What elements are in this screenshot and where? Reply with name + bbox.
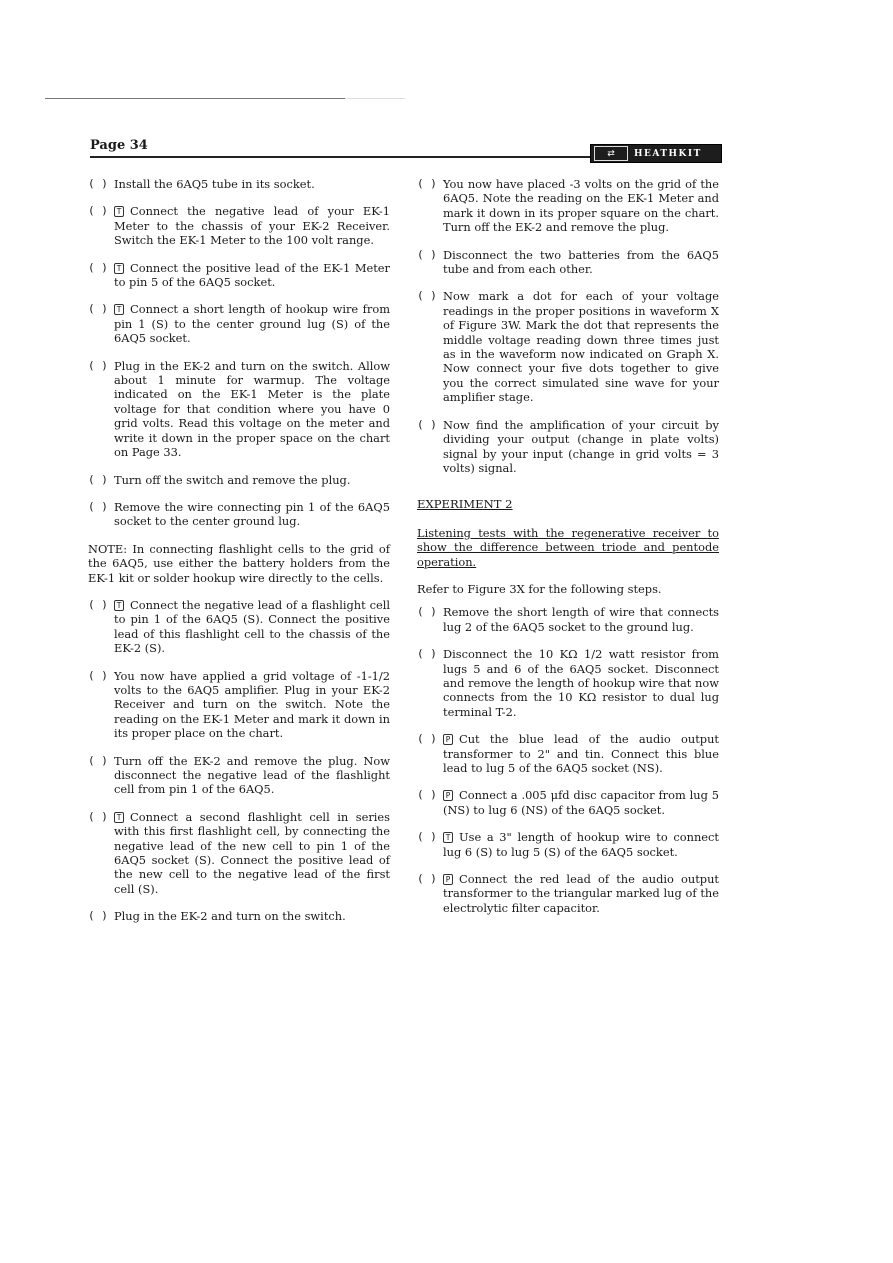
checkbox-mark[interactable]: ( ) [417, 830, 437, 844]
step-body [114, 473, 390, 487]
left-steps-list-2 [88, 598, 390, 924]
checkbox-mark[interactable]: ( ) [417, 247, 437, 261]
step-body [114, 177, 390, 191]
step-text: Install the 6AQ5 tube in its socket. [114, 177, 315, 191]
step-body [443, 830, 719, 859]
step-text: You now have placed -3 volts on the grid of the 6AQ5. Note the reading on the EK-1 Meter and mark it down in its proper square on the chart. Turn off the EK-2 and remove the plug. [443, 177, 719, 235]
step-item [417, 732, 719, 775]
step-item [417, 248, 719, 277]
step-body [114, 754, 390, 797]
solder-tag-icon: T [114, 206, 124, 217]
step-text: Plug in the EK-2 and turn on the switch. [114, 909, 346, 924]
step-text: Turn off the EK-2 and remove the plug. Now disconnect the negative lead of the flashlight cell from pin 1 of the 6AQ5. [114, 753, 390, 797]
step-body [114, 261, 390, 290]
step-item [417, 177, 719, 235]
step-text: Disconnect the two batteries from the 6AQ5 tube and from each other. [443, 247, 719, 277]
left-steps-list [88, 177, 390, 529]
refer-instruction: Refer to Figure 3X for the following steps. [417, 581, 662, 596]
step-item [88, 177, 390, 191]
step-body [114, 669, 390, 741]
step-body [443, 289, 719, 404]
experiment-title: EXPERIMENT 2 [417, 497, 513, 512]
step-text: Connect the red lead of the audio output transformer to the triangular marked lug of the electrolytic filter capacitor. [443, 872, 719, 915]
step-item [88, 669, 390, 741]
checkbox-mark[interactable]: ( ) [88, 204, 108, 218]
step-body [443, 177, 719, 235]
step-body [443, 248, 719, 277]
checkbox-mark[interactable]: ( ) [417, 788, 437, 802]
step-body [443, 872, 719, 915]
step-text: Connect the negative lead of your EK-1 Meter to the chassis of your EK-2 Receiver. Switch the EK-1 Meter to the 100 volt range. [114, 204, 390, 248]
heathkit-logo [590, 144, 722, 163]
step-item [88, 909, 390, 923]
right-steps-list-2 [417, 605, 719, 915]
step-body [443, 732, 719, 775]
solder-tag-icon: P [443, 790, 453, 801]
step-item [88, 261, 390, 290]
step-item [88, 810, 390, 896]
checkbox-mark[interactable]: ( ) [88, 597, 108, 611]
solder-tag-icon: T [114, 263, 124, 274]
step-text: Remove the wire connecting pin 1 of the 6AQ5 socket to the center ground lug. [114, 499, 390, 529]
step-body [114, 359, 390, 460]
step-text: Now mark a dot for each of your voltage readings in the proper positions in waveform X of Figure 3W. Mark the dot that represents the middle voltage reading down three times just as in the waveform now indicated on Graph X. Now connect your five dots together to give you the correct simulated sine wave for your amplifier stage. [443, 289, 719, 405]
step-body [443, 788, 719, 817]
checkbox-mark[interactable]: ( ) [417, 289, 437, 303]
step-text: Connect the negative lead of a flashlight cell to pin 1 of the 6AQ5 (S). Connect the positive lead of this flashlight cell to the chassis of the EK-2 (S). [114, 597, 390, 656]
step-item [417, 418, 719, 476]
solder-tag-icon: T [443, 832, 453, 843]
step-item [88, 500, 390, 529]
header-rule [90, 156, 590, 158]
step-body [114, 204, 390, 247]
note-paragraph: NOTE: In connecting flashlight cells to the grid of the 6AQ5, use either the battery holders from the EK-1 kit or solder hookup wire directly to the cells. [88, 541, 390, 585]
step-text: Disconnect the 10 KΩ 1/2 watt resistor from lugs 5 and 6 of the 6AQ5 socket. Disconnect and remove the length of hookup wire that now connects from the 10 KΩ resistor to dual lug terminal T-2. [443, 647, 719, 719]
step-item [417, 788, 719, 817]
step-body [443, 647, 719, 719]
step-text: Now find the amplification of your circuit by dividing your output (change in plate volts) signal by your input (change in grid volts = 3 volts) signal. [443, 417, 719, 475]
page-number: Page 34 [90, 138, 148, 153]
solder-tag-icon: P [443, 734, 453, 745]
right-steps-list [417, 177, 719, 475]
step-text: Cut the blue lead of the audio output transformer to 2" and tin. Connect this blue lead to lug 5 of the 6AQ5 socket (NS). [443, 732, 719, 775]
step-text: Plug in the EK-2 and turn on the switch. Allow about 1 minute for warmup. The voltage indicated on the EK-1 Meter is the plate voltage for that condition where you have 0 grid volts. Read this voltage on the meter and write it down in the proper space on the chart on Page 33. [114, 358, 390, 460]
checkbox-mark[interactable]: ( ) [417, 605, 437, 619]
step-body [114, 500, 390, 529]
step-text: Turn off the switch and remove the plug. [114, 472, 351, 487]
step-item [417, 289, 719, 404]
step-body [114, 598, 390, 656]
checkbox-mark[interactable]: ( ) [417, 647, 437, 661]
solder-tag-icon: T [114, 304, 124, 315]
page-header [90, 136, 722, 162]
step-text: Use a 3" length of hookup wire to connect lug 6 (S) to lug 5 (S) of the 6AQ5 socket. [443, 830, 719, 859]
solder-tag-icon: P [443, 874, 453, 885]
checkbox-mark[interactable]: ( ) [417, 177, 437, 190]
step-body [443, 605, 719, 634]
step-body [443, 418, 719, 476]
step-item [88, 359, 390, 460]
checkbox-mark[interactable]: ( ) [417, 732, 437, 746]
checkbox-mark[interactable]: ( ) [88, 753, 108, 767]
step-item [88, 754, 390, 797]
checkbox-mark[interactable]: ( ) [88, 909, 108, 923]
step-item [88, 598, 390, 656]
solder-tag-icon: T [114, 600, 124, 611]
checkbox-mark[interactable]: ( ) [88, 302, 108, 316]
step-text: Connect a short length of hookup wire from pin 1 (S) to the center ground lug (S) of the 6AQ5 socket. [114, 302, 390, 346]
checkbox-mark[interactable]: ( ) [417, 872, 437, 886]
step-item [88, 204, 390, 247]
logo-emblem-icon: ⇄ [594, 146, 628, 161]
step-text: Remove the short length of wire that connects lug 2 of the 6AQ5 socket to the ground lug. [443, 605, 719, 634]
checkbox-mark[interactable]: ( ) [88, 177, 108, 190]
left-column [88, 177, 390, 937]
step-item [88, 473, 390, 487]
step-item [417, 647, 719, 719]
logo-text: HEATHKIT [634, 148, 702, 159]
checkbox-mark[interactable]: ( ) [88, 499, 108, 513]
checkbox-mark[interactable]: ( ) [88, 260, 108, 274]
right-column [417, 177, 719, 928]
step-item [417, 605, 719, 634]
checkbox-mark[interactable]: ( ) [88, 809, 108, 823]
step-text: Connect a second flashlight cell in series with this first flashlight cell, by connecting the negative lead of the new cell to pin 1 of the 6AQ5 socket (S). Connect the positive lead of the new cell to the negative lead of the first cell (S). [114, 809, 390, 896]
step-body [114, 810, 390, 896]
step-text: You now have applied a grid voltage of -1-1/2 volts to the 6AQ5 amplifier. Plug in your EK-2 Receiver and turn on the switch. Note the reading on the EK-1 Meter and mark it down in its proper place on the chart. [114, 668, 390, 741]
scan-edge-line-faint [345, 98, 405, 99]
checkbox-mark[interactable]: ( ) [88, 472, 108, 486]
step-text: Connect the positive lead of the EK-1 Meter to pin 5 of the 6AQ5 socket. [114, 260, 390, 290]
checkbox-mark[interactable]: ( ) [88, 358, 108, 372]
solder-tag-icon: T [114, 812, 124, 823]
step-body [114, 909, 390, 923]
scan-edge-line [45, 98, 345, 99]
checkbox-mark[interactable]: ( ) [88, 668, 108, 682]
step-body [114, 302, 390, 345]
checkbox-mark[interactable]: ( ) [417, 417, 437, 431]
experiment-intro: Listening tests with the regenerative receiver to show the difference between triode and pentode operation. [417, 525, 719, 569]
step-item [417, 830, 719, 859]
step-item [88, 302, 390, 345]
step-item [417, 872, 719, 915]
step-text: Connect a .005 μfd disc capacitor from lug 5 (NS) to lug 6 (NS) of the 6AQ5 socket. [443, 788, 719, 817]
